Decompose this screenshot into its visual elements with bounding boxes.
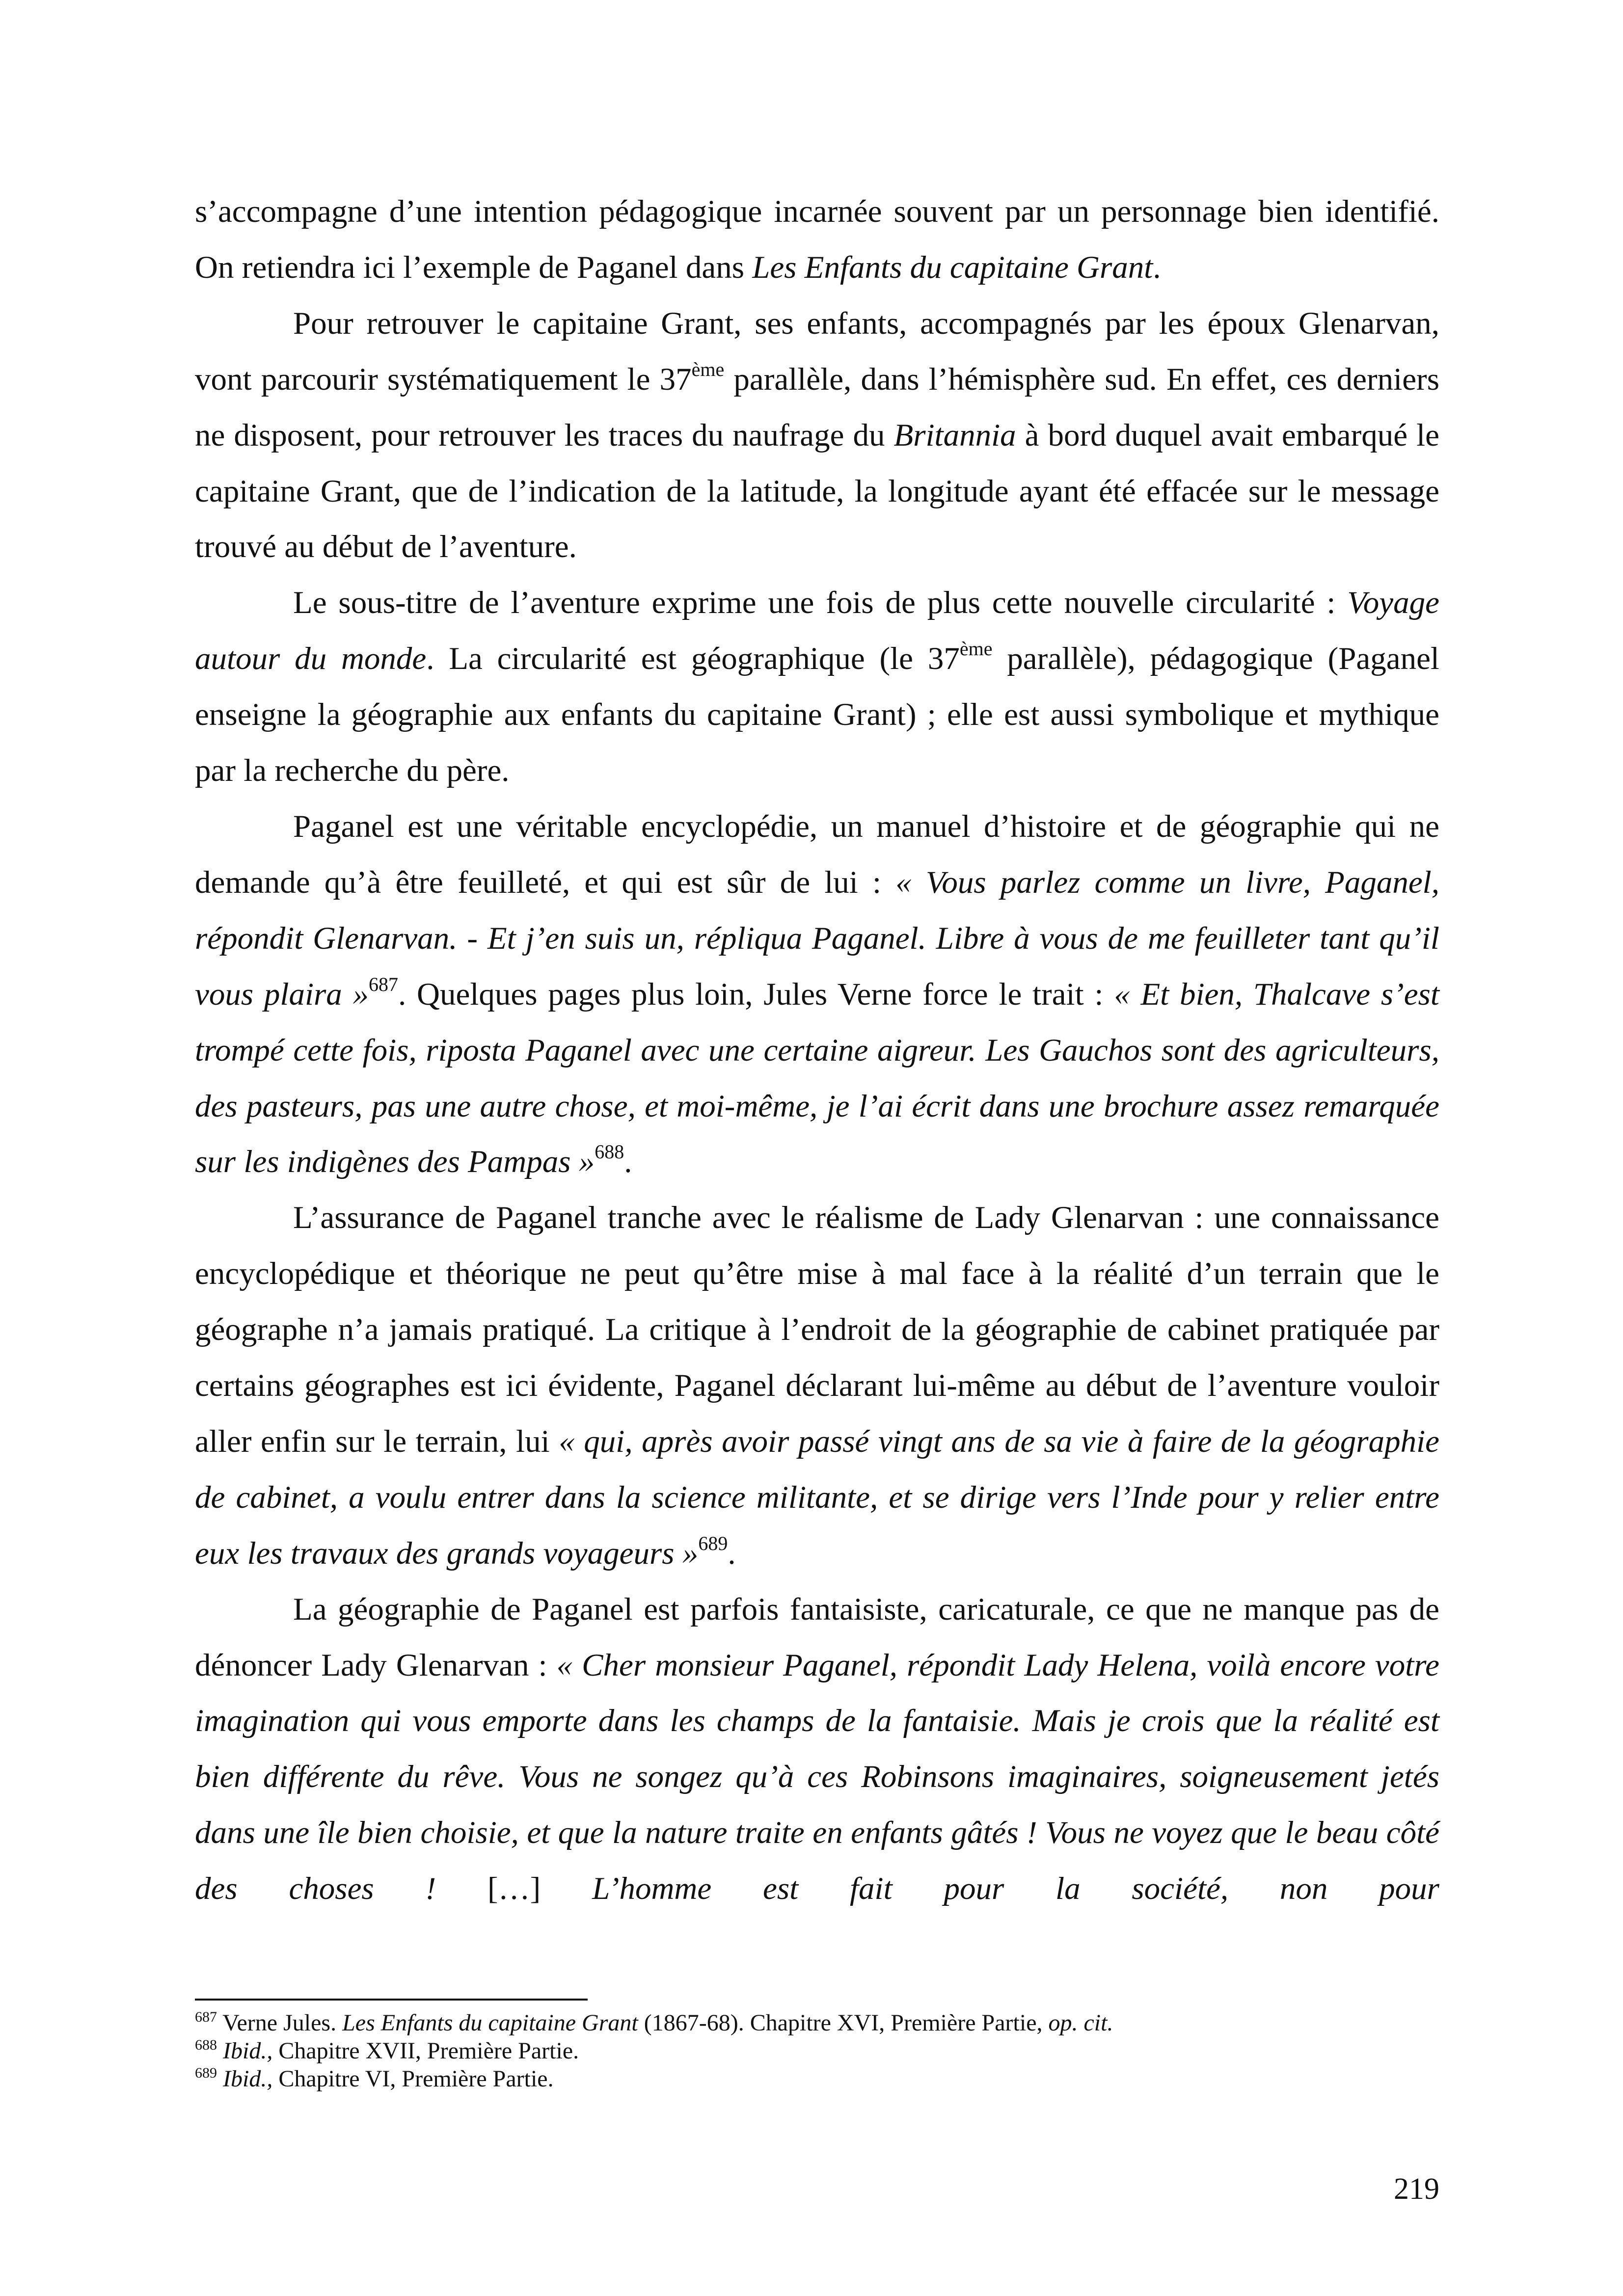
text-run: . La circularité est géographique (le 37 — [426, 641, 960, 677]
text-run: Le sous-titre de l’aventure exprime une fois de plus cette nouvelle circularité : — [293, 585, 1348, 621]
superscript: 687 — [369, 973, 399, 995]
italic-run: Britannia — [893, 417, 1016, 453]
text-run — [217, 2038, 223, 2064]
superscript: ème — [691, 358, 725, 380]
footnote — [195, 2009, 1439, 2037]
italic-run: Voyage autour du monde — [195, 585, 1439, 677]
text-run: Chapitre VI, Première Partie. — [272, 2066, 554, 2092]
text-run: parallèle, dans l’hémisphère sud. En effet, ces derniers ne disposent, pour retrouver les traces du naufrage du — [195, 361, 1439, 453]
text-run: (1867-68). Chapitre XVI, Première Partie, — [638, 2010, 1049, 2036]
text-run: . — [728, 1535, 736, 1571]
text-run: Verne Jules. — [217, 2010, 343, 2036]
text-run: La géographie de Paganel est parfois fantaisiste, caricaturale, ce que ne manque pas de dénoncer Lady Glenarvan : — [195, 1591, 1439, 1683]
italic-run: Les Enfants du capitaine Grant — [342, 2010, 638, 2036]
text-run: Paganel est une véritable encyclopédie, un manuel d’histoire et de géographie qui ne demande qu’à être feuilleté, et qui est sûr de lui : — [195, 808, 1439, 900]
footnote-separator — [195, 1999, 588, 2001]
italic-run: Ibid., — [223, 2038, 273, 2064]
paragraph — [195, 296, 1439, 576]
text-run: parallèle), pédagogique (Paganel enseigne la géographie aux enfants du capitaine Grant) ; elle est aussi symbolique et mythique par la recherche du père. — [195, 641, 1439, 789]
paragraph — [195, 184, 1439, 296]
italic-run: « Et bien, Thalcave s’est trompé cette fois, riposta Paganel avec une certaine aigreur. Les Gauchos sont des agriculteurs, des pasteurs, pas une autre chose, et moi-même, je l’ai écrit dans une brochure assez remarquée sur les indigènes des Pampas » — [195, 976, 1439, 1180]
superscript: ème — [959, 638, 993, 660]
superscript: 687 — [195, 2009, 217, 2025]
italic-run: Ibid., — [223, 2066, 273, 2092]
italic-run: « Cher monsieur Paganel, répondit Lady Helena, voilà encore votre imagination qui vous emporte dans les champs de la fantaisie. Mais je crois que la réalité est bien différente du rêve. Vous ne songez qu’à ces Robinsons imaginaires, soigneusement jetés dans une île bien choisie, et que la nature traite en enfants gâtés ! Vous ne voyez que le beau côté des choses ! — [195, 1647, 1439, 1907]
italic-run: « qui, après avoir passé vingt ans de sa vie à faire de la géographie de cabinet, a voulu entrer dans la science militante, et se dirige vers l’Inde pour y relier entre eux les travaux des grands voyageurs » — [195, 1423, 1439, 1571]
text-run — [217, 2066, 223, 2092]
text-run: . — [624, 1144, 632, 1180]
superscript: 689 — [195, 2065, 217, 2081]
text-run: Chapitre XVII, Première Partie. — [272, 2038, 579, 2064]
footnotes — [195, 2009, 1439, 2093]
italic-run: « Vous parlez comme un livre, Paganel, répondit Glenarvan. - Et j’en suis un, répliqua Paganel. Libre à vous de me feuilleter tant qu’il vous plaira » — [195, 864, 1439, 1012]
paragraph — [195, 799, 1439, 1190]
paragraph — [195, 575, 1439, 799]
text-run: . — [1153, 249, 1161, 285]
footnote — [195, 2065, 1439, 2093]
italic-run: L’homme est fait pour la société, non pour — [592, 1871, 1439, 1907]
italic-run: Les Enfants du capitaine Grant — [752, 249, 1153, 285]
text-run: s’accompagne d’une intention pédagogique incarnée souvent par un personnage bien identifié. On retiendra ici l’exemple de Paganel dans — [195, 194, 1439, 285]
text-run: Pour retrouver le capitaine Grant, ses enfants, accompagnés par les époux Glenarvan, vont parcourir systématiquement le 37 — [195, 305, 1439, 397]
text-run: […] — [436, 1871, 593, 1907]
body-text — [195, 184, 1439, 1917]
italic-run: op. cit. — [1048, 2010, 1113, 2036]
superscript: 688 — [595, 1141, 624, 1163]
text-run: . Quelques pages plus loin, Jules Verne force le trait : — [398, 976, 1114, 1012]
text-run: à bord duquel avait embarqué le capitaine Grant, que de l’indication de la latitude, la longitude ayant été effacée sur le message trouvé au début de l’aventure. — [195, 417, 1439, 565]
text-run: L’assurance de Paganel tranche avec le réalisme de Lady Glenarvan : une connaissance encyclopédique et théorique ne peut qu’être mise à mal face à la réalité d’un terrain que le géographe n’a jamais pratiqué. La critique à l’endroit de la géographie de cabinet pratiquée par certains géographes est ici évidente, Paganel déclarant lui-même au début de l’aventure vouloir aller enfin sur le terrain, lui — [195, 1200, 1439, 1459]
footnote — [195, 2037, 1439, 2065]
paragraph — [195, 1190, 1439, 1581]
page-number: 219 — [1394, 2172, 1439, 2206]
superscript: 688 — [195, 2037, 217, 2053]
paragraph — [195, 1582, 1439, 1917]
superscript: 689 — [698, 1532, 728, 1554]
